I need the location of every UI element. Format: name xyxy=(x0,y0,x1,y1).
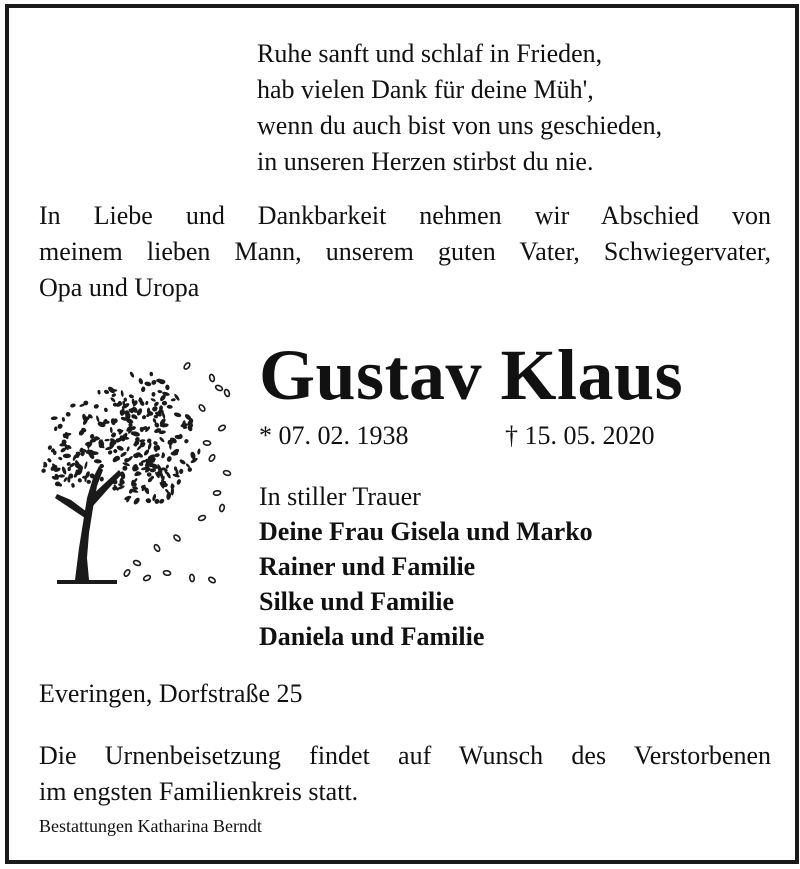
address: Everingen, Dorfstraße 25 xyxy=(39,679,303,708)
burial-line: im engsten Familienkreis statt. xyxy=(39,777,359,806)
undertaker: Bestattungen Katharina Berndt xyxy=(39,816,262,836)
deceased-name: Gustav Klaus xyxy=(259,335,684,415)
life-dates xyxy=(259,418,655,454)
mourner-name: Daniela und Familie xyxy=(259,622,485,651)
mourners xyxy=(259,479,593,654)
farewell-line: meinem lieben Mann, unserem guten Vater, Schwiegervater, xyxy=(39,237,771,266)
mourner-name: Rainer und Familie xyxy=(259,552,476,581)
farewell-line: Opa und Uropa xyxy=(39,273,200,302)
obituary-frame xyxy=(5,4,799,864)
farewell-line: In Liebe und Dankbarkeit nehmen wir Abschied von xyxy=(39,201,771,230)
mourning-intro: In stiller Trauer xyxy=(259,482,421,511)
tree-foliage xyxy=(40,371,200,506)
poem-line: hab vielen Dank für deine Müh', xyxy=(257,75,594,104)
mourner-name: Deine Frau Gisela und Marko xyxy=(259,517,593,546)
farewell-text xyxy=(39,198,771,306)
poem-line: in unseren Herzen stirbst du nie. xyxy=(257,147,594,176)
poem xyxy=(257,36,662,180)
burial-notice xyxy=(39,738,771,810)
death-date: † 15. 05. 2020 xyxy=(505,421,655,450)
tree-icon xyxy=(27,348,247,593)
burial-line: Die Urnenbeisetzung findet auf Wunsch des Verstorbenen xyxy=(39,741,771,770)
poem-line: wenn du auch bist von uns geschieden, xyxy=(257,111,663,140)
mourner-name: Silke und Familie xyxy=(259,587,455,616)
poem-line: Ruhe sanft und schlaf in Frieden, xyxy=(257,39,603,68)
birth-date: * 07. 02. 1938 xyxy=(259,421,409,450)
